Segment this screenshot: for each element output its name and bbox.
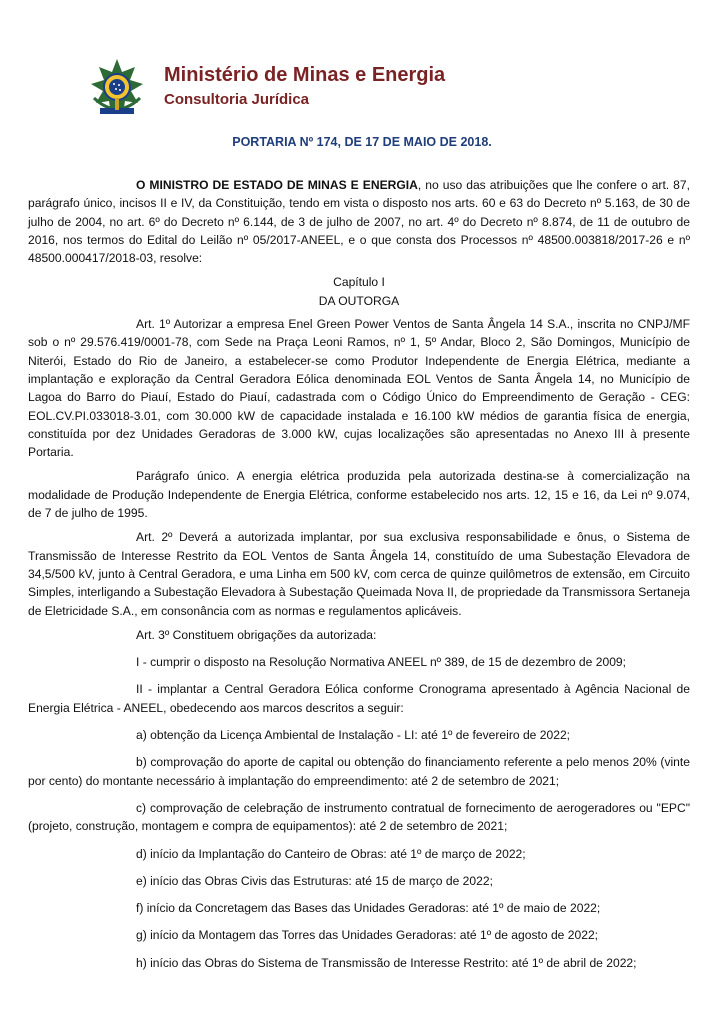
article-2: Art. 2º Deverá a autorizada implantar, por sua exclusiva responsabilidade e ônus, o Sistema de Transmissão de Interesse Restrito da EOL Ventos de Santa Ângela 14, constituído de uma Subestação Elevadora de 34,5/500 kV, junto à Central Geradora, e uma Linha em 500 kV, com cerca de quinze quilômetros de extensão, em Circuito Simples, interligando a Subestação Elevadora à Subestação Queimada Nova II, de propriedade da Transmissora Sertaneja de Eletricidade S.A., em consonância com as normas e regulamentos aplicáveis. [28,530,690,618]
preamble-paragraph [28,176,690,267]
milestone-d: d) início da Implantação do Canteiro de Obras: até 1º de março de 2022; [136,846,526,861]
clause-i: I - cumprir o disposto na Resolução Normativa ANEEL nº 389, de 15 de dezembro de 2009; [136,655,627,670]
office-name: Consultoria Jurídica [164,91,310,108]
chapter-number: Capítulo I [333,275,385,290]
chapter-name: DA OUTORGA [318,293,400,308]
sole-paragraph: Parágrafo único. A energia elétrica produzida pela autorizada destina-se à comercialização na modalidade de Produção Independente de Energia Elétrica, conforme estabelecido nos arts. 12, 15 e 16, da Lei nº 9.074, de 7 de julho de 1995. [28,469,690,521]
article-1: Art. 1º Autorizar a empresa Enel Green Power Ventos de Santa Ângela 14 S.A., inscrita no CNPJ/MF sob o nº 29.576.419/0001-78, com Sede na Praça Leoni Ramos, nº 1, 5º Andar, Bloco 2, São Domingos, Município de Niterói, Estado do Rio de Janeiro, a estabelecer-se como Produtor Independente de Energia Elétrica, mediante a implantação e exploração da Central Geradora Eólica denominada EOL Ventos de Santa Ângela 14, no Município de Lagoa do Barro do Piauí, Estado do Piauí, cadastrada com o Código Único do Empreendimento de Geração - CEG: EOL.CV.PI.033018-3.01, com 30.000 kW de capacidade instalada e 16.100 kW médios de garantia física de energia, constituída por dez Unidades Geradoras de 3.000 kW, cujas localizações são apresentadas no Anexo III à presente Portaria. [28,317,690,460]
milestone-e: e) início das Obras Civis das Estruturas: até 15 de março de 2022; [136,873,493,888]
letterhead [86,58,536,118]
milestone-h: h) início das Obras do Sistema de Transmissão de Interesse Restrito: até 1º de abril de 2022; [136,955,637,970]
milestone-c: c) comprovação de celebração de instrumento contratual de fornecimento de aerogeradores ou "EPC" (projeto, construção, montagem e compra de equipamentos): até 2 de setembro de 2021; [28,800,690,834]
clause-ii: II - implantar a Central Geradora Eólica conforme Cronograma apresentado à Agência Nacional de Energia Elétrica - ANEEL, obedecendo aos marcos descritos a seguir: [28,682,690,715]
minister-heading: O MINISTRO DE ESTADO DE MINAS E ENERGIA [136,178,418,192]
preamble-text: , no uso das atribuições que lhe confere o art. 87, parágrafo único, incisos II e IV, da Constituição, tendo em vista o disposto nos arts. 60 e 63 do Decreto nº 5.163, de 30 de julho de 2004, no art. 6º do Decreto nº 6.144, de 3 de julho de 2007, no art. 4º do Decreto nº 8.874, de 11 de outubro de 2016, nos termos do Edital do Leilão nº 05/2017-ANEEL, e o que consta dos Processos nº 48500.003818/2017-26 e nº 48500.000417/2018-03, resolve: [28,178,690,266]
milestone-f: f) início da Concretagem das Bases das Unidades Geradoras: até 1º de maio de 2022; [136,901,601,916]
document-body [28,176,690,981]
document-title: PORTARIA Nº 174, DE 17 DE MAIO DE 2018. [232,135,492,149]
coat-of-arms-icon [86,58,148,120]
ministry-name: Ministério de Minas e Energia [164,64,446,86]
milestone-a: a) obtenção da Licença Ambiental de Instalação - LI: até 1º de fevereiro de 2022; [136,728,571,743]
milestone-b: b) comprovação do aporte de capital ou obtenção do financiamento referente a pelo menos 20% (vinte por cento) do montante necessário à implantação do empreendimento: até 2 de setembro de 2021; [28,755,690,788]
article-3: Art. 3º Constituem obrigações da autorizada: [136,627,377,642]
milestone-g: g) início da Montagem das Torres das Unidades Geradoras: até 1º de agosto de 2022; [136,928,599,943]
